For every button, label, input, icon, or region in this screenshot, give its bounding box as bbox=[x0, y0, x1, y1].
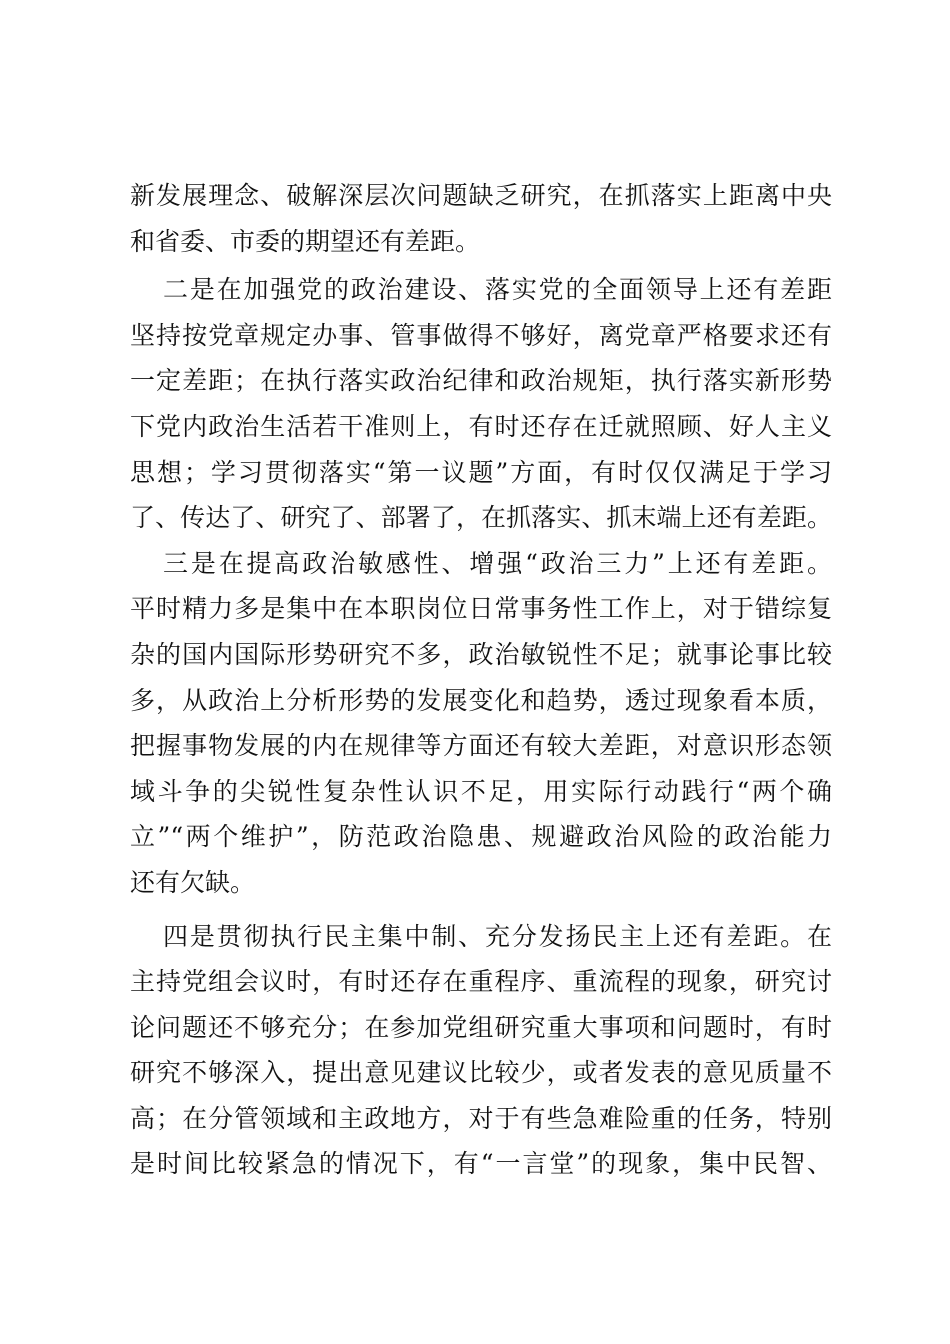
text-line: 了、传达了、研究了、部署了，在抓落实、抓末端上还有差距。 bbox=[130, 503, 832, 533]
text-line: 三是在提高政治敏感性、增强“政治三力”上还有差距。 bbox=[163, 548, 832, 578]
text-line: 主持党组会议时，有时还存在重程序、重流程的现象，研究讨 bbox=[130, 967, 832, 997]
text-line: 下党内政治生活若干准则上，有时还存在迁就照顾、好人主义 bbox=[130, 411, 832, 441]
text-line: 是时间比较紧急的情况下，有“一言堂”的现象，集中民智、 bbox=[130, 1149, 832, 1179]
text-line: 新发展理念、破解深层次问题缺乏研究，在抓落实上距离中央 bbox=[130, 181, 832, 210]
text-line: 论问题还不够充分；在参加党组研究重大事项和问题时，有时 bbox=[130, 1012, 832, 1042]
text-line: 一定差距；在执行落实政治纪律和政治规矩，执行落实新形势 bbox=[130, 366, 832, 396]
text-line: 思想；学习贯彻落实“第一议题”方面，有时仅仅满足于学习 bbox=[130, 457, 832, 487]
text-line: 高；在分管领域和主政地方，对于有些急难险重的任务，特别 bbox=[130, 1103, 832, 1133]
text-line: 域斗争的尖锐性复杂性认识不足，用实际行动践行“两个确 bbox=[130, 776, 832, 806]
paragraph-4 bbox=[130, 914, 832, 1188]
paragraph-3 bbox=[130, 541, 832, 906]
text-line: 立”“两个维护”，防范政治隐患、规避政治风险的政治能力 bbox=[130, 822, 832, 852]
text-line: 杂的国内国际形势研究不多，政治敏锐性不足；就事论事比较 bbox=[130, 639, 832, 669]
text-line: 把握事物发展的内在规律等方面还有较大差距，对意识形态领 bbox=[130, 731, 832, 761]
text-line: 还有欠缺。 bbox=[130, 867, 256, 897]
paragraph-2 bbox=[130, 267, 832, 541]
text-line: 坚持按党章规定办事、管事做得不够好，离党章严格要求还有 bbox=[130, 320, 832, 350]
text-line: 和省委、市委的期望还有差距。 bbox=[130, 226, 481, 256]
text-line: 研究不够深入，提出意见建议比较少，或者发表的意见质量不 bbox=[130, 1058, 832, 1088]
paragraph-1 bbox=[130, 173, 832, 264]
document-page bbox=[130, 173, 832, 1187]
text-line: 平时精力多是集中在本职岗位日常事务性工作上，对于错综复 bbox=[130, 594, 832, 624]
text-line: 多，从政治上分析形势的发展变化和趋势，透过现象看本质， bbox=[130, 685, 832, 715]
text-line: 四是贯彻执行民主集中制、充分发扬民主上还有差距。在 bbox=[163, 921, 832, 951]
text-line: 二是在加强党的政治建设、落实党的全面领导上还有差距 bbox=[163, 275, 832, 305]
